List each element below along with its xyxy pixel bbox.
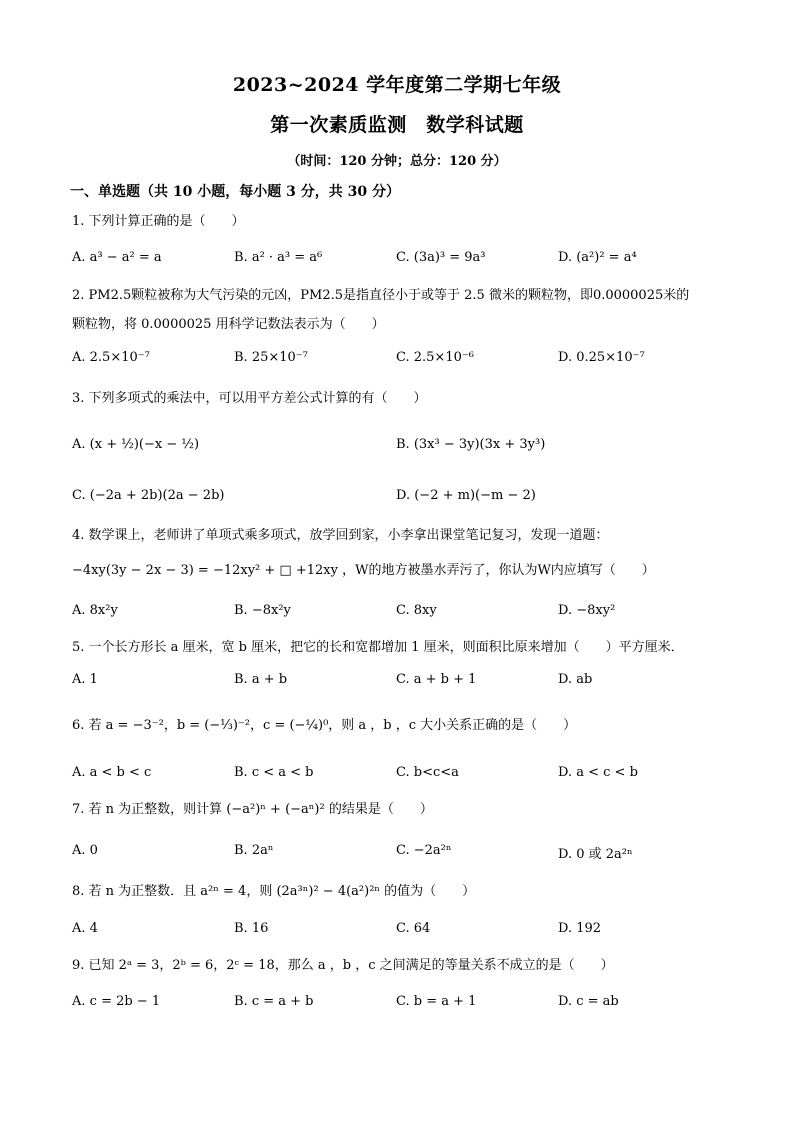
question-7-option-a: A. 0 [72, 843, 98, 858]
question-9-stem: 9. 已知 2ᵃ = 3，2ᵇ = 6，2ᶜ = 18，那么 a ，b ，c 之间满足的等量关系不成立的是（ ） [72, 958, 614, 973]
question-6-stem: 6. 若 a = −3⁻²，b = (−⅓)⁻²，c = (−¼)⁰，则 a ，b ，c 大小关系正确的是（ ） [72, 718, 577, 733]
question-5-stem: 5. 一个长方形长 a 厘米，宽 b 厘米，把它的长和宽都增加 1 厘米，则面积比原来增加（ ）平方厘米． [72, 640, 684, 655]
question-5-option-d: D. ab [558, 672, 593, 687]
question-7-option-b: B. 2aⁿ [234, 843, 274, 858]
question-4-option-d: D. −8xy² [558, 603, 616, 618]
question-4-option-b: B. −8x²y [234, 603, 291, 618]
section-heading: 一、单选题（共 10 小题，每小题 3 分，共 30 分） [70, 184, 400, 200]
question-3-option-a: A. (x + ½)(−x − ½) [72, 437, 200, 452]
question-1-stem: 1. 下列计算正确的是（ ） [72, 214, 245, 229]
exam-title-line1: 2023~2024 学年度第二学期七年级 [232, 74, 562, 96]
question-9-option-b: B. c = a + b [234, 994, 314, 1009]
question-8-option-a: A. 4 [72, 921, 98, 936]
question-2-option-d: D. 0.25×10⁻⁷ [558, 350, 645, 365]
question-6-option-a: A. a < b < c [72, 765, 152, 780]
question-2-option-b: B. 25×10⁻⁷ [234, 350, 308, 365]
exam-title-line2: 第一次素质监测 数学科试题 [270, 114, 524, 136]
question-7-option-c: C. −2a²ⁿ [396, 843, 452, 858]
question-5-option-c: C. a + b + 1 [396, 672, 477, 687]
question-1-option-b: B. a² · a³ = a⁶ [234, 250, 323, 265]
question-3-stem: 3. 下列多项式的乘法中，可以用平方差公式计算的有（ ） [72, 391, 427, 406]
question-9-option-a: A. c = 2b − 1 [72, 994, 161, 1009]
question-9-option-c: C. b = a + 1 [396, 994, 477, 1009]
question-3-option-b: B. (3x³ − 3y)(3x + 3y³) [396, 437, 546, 452]
question-4-option-c: C. 8xy [396, 603, 437, 618]
question-8-stem: 8. 若 n 为正整数．且 a²ⁿ = 4，则 (2a³ⁿ)² − 4(a²)²ⁿ 的值为（ ） [72, 884, 476, 899]
question-1-option-c: C. (3a)³ = 9a³ [396, 250, 486, 265]
question-2-stem-line2: 颗粒物，将 0.0000025 用科学记数法表示为（ ） [72, 317, 385, 332]
question-4-stem: 4. 数学课上，老师讲了单项式乘多项式，放学回到家，小李拿出课堂笔记复习，发现一道题： [72, 528, 609, 543]
question-3-option-d: D. (−2 + m)(−m − 2) [396, 488, 536, 503]
question-8-option-c: C. 64 [396, 921, 431, 936]
question-2-option-a: A. 2.5×10⁻⁷ [72, 350, 150, 365]
exam-subtitle: （时间：120 分钟；总分：120 分） [287, 154, 507, 169]
question-3-option-c: C. (−2a + 2b)(2a − 2b) [72, 488, 225, 503]
question-4-option-a: A. 8x²y [72, 603, 118, 618]
question-2-stem: 2. PM2.5颗粒被称为大气污染的元凶，PM2.5是指直径小于或等于 2.5 微米的颗粒物，即0.0000025米的 [72, 288, 690, 303]
question-6-option-c: C. b<c<a [396, 765, 459, 780]
question-6-option-d: D. a < c < b [558, 765, 638, 780]
question-2-option-c: C. 2.5×10⁻⁶ [396, 350, 474, 365]
question-9-option-d: D. c = ab [558, 994, 619, 1009]
question-5-option-b: B. a + b [234, 672, 288, 687]
question-7-stem: 7. 若 n 为正整数，则计算 (−a²)ⁿ + (−aⁿ)² 的结果是（ ） [72, 802, 433, 817]
question-8-option-d: D. 192 [558, 921, 602, 936]
question-6-option-b: B. c < a < b [234, 765, 314, 780]
question-5-option-a: A. 1 [72, 672, 98, 687]
question-8-option-b: B. 16 [234, 921, 269, 936]
question-1-option-a: A. a³ − a² = a [72, 250, 162, 265]
question-4-stem-line2: −4xy(3y − 2x − 3) = −12xy² + □ +12xy ，W的地方被墨水弄污了，你认为W内应填写（ ） [72, 563, 655, 578]
question-1-option-d: D. (a²)² = a⁴ [558, 250, 637, 265]
question-7-option-d: D. 0 或 2a²ⁿ [558, 847, 633, 862]
